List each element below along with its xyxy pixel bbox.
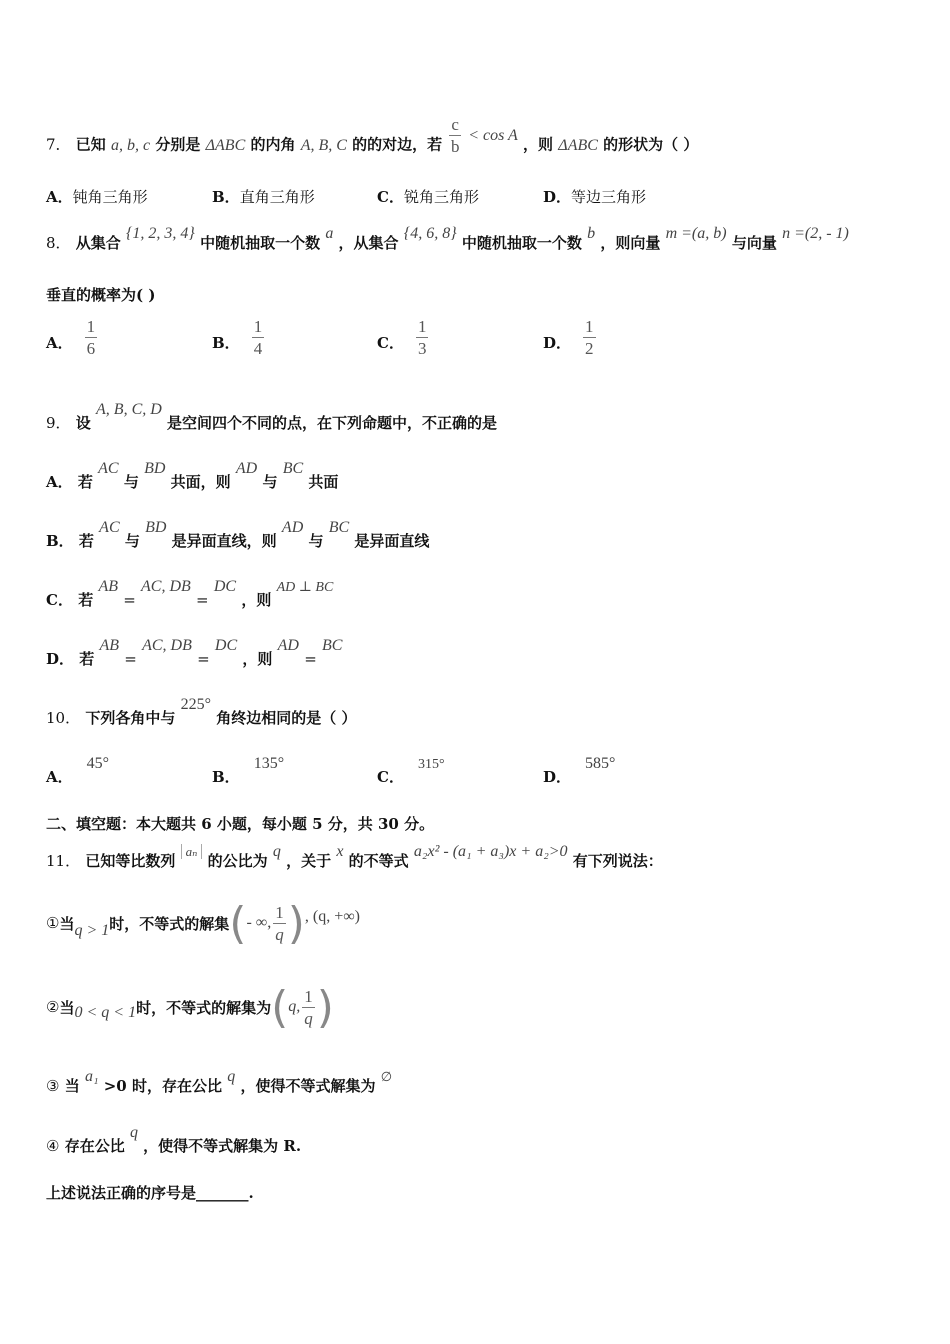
math: {4, 6, 8} [403, 225, 457, 242]
q8-option-b[interactable]: B． $\frac{1}{4}$ [212, 317, 263, 358]
q9-stem: 9． 设 A, B, C, D 是空间四个不同的点，在下列命题中，不正确的是 [46, 401, 498, 432]
math: a [325, 225, 334, 242]
math: < cos A [468, 126, 518, 144]
q7-option-a[interactable]: A．钝角三角形 [46, 188, 148, 206]
q10-option-b[interactable]: B．135° [212, 755, 285, 786]
q11-answer-prompt: 上述说法正确的序号是_______. [46, 1184, 254, 1202]
q11-statement-2: ② 当 0 < q < 1 时，不等式的解集为 ( q, $\frac{1}{q}$ ) [46, 981, 334, 1033]
q8-option-c[interactable]: C． $\frac{1}{3}$ [377, 317, 427, 358]
q11-stem: 11． 已知等比数列 aₙ 的公比为 q ，关于 x 的不等式 a₂x² - (a₁ + a₃)x + a₂>0 有下列说法： [46, 843, 663, 870]
math: {1, 2, 3, 4} [126, 225, 195, 242]
q7-option-d[interactable]: D．等边三角形 [543, 188, 647, 206]
q10-option-d[interactable]: D．585° [543, 755, 616, 786]
q8-option-a[interactable]: A． $\frac{1}{6}$ [46, 317, 96, 358]
q9-option-d[interactable]: D． 若 AB = AC, DB = DC ，则 AD = BC [46, 637, 343, 668]
q10-option-a[interactable]: A．45° [46, 755, 110, 786]
q10-stem: 10． 下列各角中与 225° 角终边相同的是（ ） [46, 696, 357, 727]
math: n =(2, - 1) [782, 225, 849, 242]
q10-option-c[interactable]: C．315° [377, 757, 445, 786]
answer-blank[interactable]: _______ [196, 1184, 249, 1202]
math: b [587, 225, 596, 242]
q10-options [46, 755, 906, 790]
q8-options [46, 318, 906, 362]
q9-option-c[interactable]: C． 若 AB = AC, DB = DC ，则 AD ⊥ BC [46, 578, 334, 609]
section-heading: 二、填空题：本大题共 6 小题，每小题 5 分，共 30 分。 [46, 815, 435, 833]
q7-option-b[interactable]: B．直角三角形 [212, 188, 315, 206]
q11-statement-3: ③ 当 a₁ >0 时，存在公比 q ，使得不等式解集为 ∅ [46, 1068, 393, 1095]
math: m =(a, b) [665, 225, 727, 242]
q8-option-d[interactable]: D． $\frac{1}{2}$ [543, 317, 594, 358]
fraction: $\frac{c}{b}$ [450, 115, 460, 156]
q9-option-b[interactable]: B． 若 AC 与 BD 是异面直线，则 AD 与 BC 是异面直线 [46, 519, 430, 550]
math: A, B, C, D [96, 401, 162, 418]
q7-option-c[interactable]: C．锐角三角形 [377, 188, 479, 206]
q7-number: 7． [46, 135, 71, 154]
q7-stem: 7． 已知 a, b, c 分别是 ΔABC 的内角 A, B, C 的的对边，若 $\frac{c}{b}$ < cos A ，则 ΔABC 的形状为（ ） [46, 115, 699, 156]
q11-statement-1: ① 当 q > 1 时，不等式的解集 ( - ∞, $\frac{1}{q}$ ) , (q, +∞) [46, 897, 360, 949]
q8-stem: 8． 从集合 {1, 2, 3, 4} 中随机抽取一个数 a ，从集合 {4, 6, 8} 中随机抽取一个数 b ，则向量 m =(a, b) 与向量 n =(2, - 1) [46, 225, 849, 252]
q9-option-a[interactable]: A． 若 AC 与 BD 共面，则 AD 与 BC 共面 [46, 460, 339, 491]
q8-stem-line2: 垂直的概率为( ) [46, 286, 156, 304]
math: ΔABC [558, 136, 598, 154]
math: a, b, c [111, 136, 151, 154]
q11-statement-4: ④ 存在公比 q ，使得不等式解集为 R. [46, 1124, 302, 1155]
math: A, B, C [300, 136, 347, 154]
math: ΔABC [205, 136, 246, 154]
